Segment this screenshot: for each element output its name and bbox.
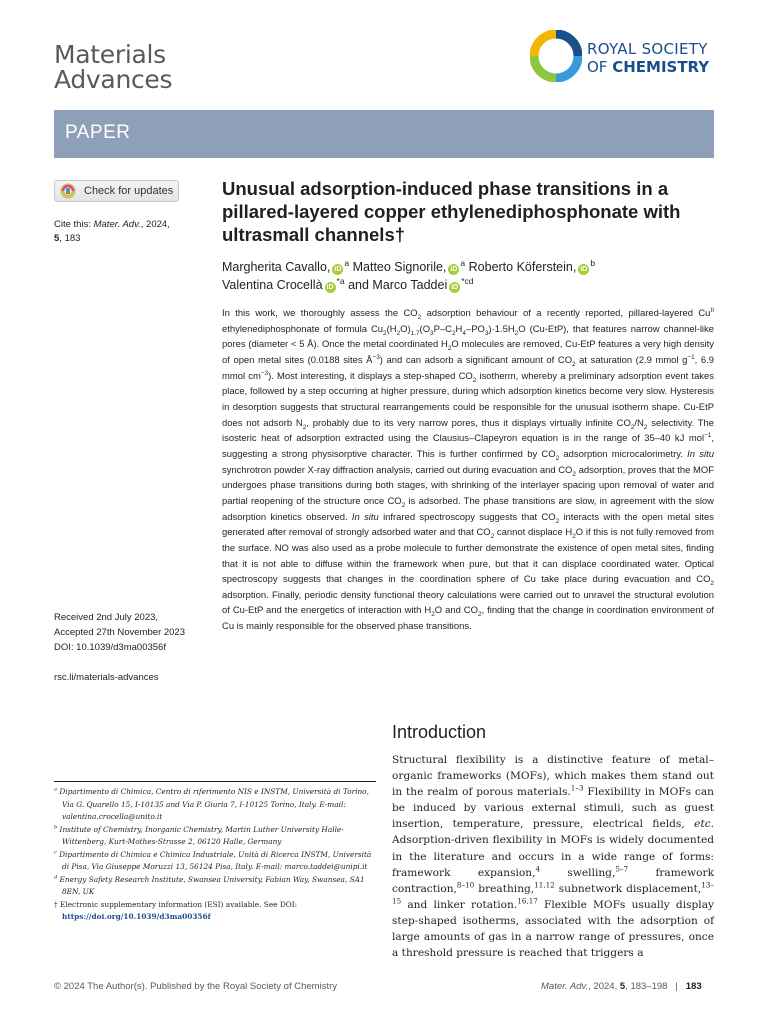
accepted-date: Accepted 27th November 2023 xyxy=(54,627,185,638)
author-name: Margherita Cavallo, xyxy=(222,260,331,274)
orcid-icon[interactable]: iD xyxy=(451,284,459,291)
check-updates-icon xyxy=(60,183,76,199)
footnote-divider xyxy=(54,781,376,782)
received-date: Received 2nd July 2023, xyxy=(54,612,159,623)
author-name: Marco Taddei xyxy=(372,278,448,292)
citation-journal: Mater. Adv. xyxy=(93,219,141,230)
footnote-esi: † Electronic supplementary information (ESI) available. See DOI: https://doi.org/10.1039/d3ma00356f xyxy=(54,899,298,921)
orcid-icon[interactable]: iD xyxy=(580,266,588,273)
footnote-affiliation-a: $^a$ Dipartimento di Chimica, Centro di riferimento NIS e INSTM, Università di Torino, Via G. Quarello 15, I-10135 and Via P. Giuria 7, I-10125 Torino, Italy. E-mail: valentina.crocella@unito.it xyxy=(54,786,369,821)
orcid-icon[interactable]: iD xyxy=(450,266,458,273)
author-name: Matteo Signorile, xyxy=(352,260,447,274)
introduction-body: Structural flexibility is a distinctive feature of metal–organic frameworks (MOFs), which makes them stand out in the realm of porous materials.$^{1-3}$ Flexibility in MOFs can be induced by various external stimuli, such as guest insertion, temperature, pressure, electrical fields, etc. Adsorption-driven flexibility in MOFs is widely documented in the literature and occurs in a wide range of forms: framework expansion,$^4$ swelling,$^{5-7}$ framework contraction,$^{8-10}$ breathing,$^{11,12}$ subnetwork displacement,$^{13-15}$ and linker rotation.$^{16,17}$ Flexible MOFs usually display step-shaped isotherms, associated with the adsorption of large amounts of gas in a narrow range of pressures, once a threshold pressure is reached that triggers a xyxy=(392,754,714,960)
rsc-ring-icon xyxy=(530,30,582,82)
journal-site-link[interactable]: rsc.li/materials-advances xyxy=(54,672,159,683)
copyright-notice: © 2024 The Author(s). Published by the Royal Society of Chemistry xyxy=(54,981,337,992)
section-heading-introduction: Introduction xyxy=(392,722,487,742)
author-list: Margherita Cavallo, $iD^a$ Matteo Signorile, $iD^a$ Roberto Köferstein, $iD^b$ Valentina Crocellà $iD^{*a}$ and Marco Taddei $iD^{*cd}$ xyxy=(222,257,596,292)
journal-name xyxy=(54,42,172,92)
citation-volume: 5 xyxy=(54,233,60,244)
author-name: Roberto Köferstein, xyxy=(468,260,577,274)
journal-name-line2: Advances xyxy=(54,65,173,94)
check-updates-label: Check for updates xyxy=(84,185,174,197)
footnote-affiliation-c: $^c$ Dipartimento di Chimica e Chimica Industriale, Unità di Ricerca INSTM, Università di Pisa, Via Giuseppe Moruzzi 13, 56124 Pisa, Italy. E-mail: marco.taddei@unipi.it xyxy=(54,849,372,871)
author-name: Valentina Crocellà xyxy=(222,278,323,292)
article-type-label: PAPER xyxy=(65,122,131,143)
page-footer-citation: Mater. Adv., 2024, 5, 183–198 | 183 xyxy=(541,981,702,992)
footnote-affiliation-d: $^d$ Energy Safety Research Institute, Swansea University, Fabian Way, Swansea, SA1 8EN, UK xyxy=(54,874,365,896)
article-type-banner xyxy=(54,110,714,158)
orcid-icon[interactable]: iD xyxy=(326,284,334,291)
footnotes xyxy=(54,786,376,924)
publisher-line2: OF CHEMISTRY xyxy=(587,58,710,76)
citation: Cite this: Mater. Adv., 2024, 5, 183 xyxy=(54,219,170,244)
footnote-affiliation-b: $^b$ Institute of Chemistry, Inorganic Chemistry, Martin Luther University Halle-Wittenberg, Kurt-Mothes-Strasse 2, 06120 Halle, Germany xyxy=(54,824,344,846)
orcid-icon[interactable]: iD xyxy=(334,266,342,273)
journal-name-line1: Materials xyxy=(54,40,166,69)
publisher-line1: ROYAL SOCIETY xyxy=(587,40,708,58)
check-for-updates-button[interactable] xyxy=(54,180,179,202)
article-dates xyxy=(54,610,185,640)
esi-doi-link[interactable]: https://doi.org/10.1039/d3ma00356f xyxy=(62,912,211,921)
rsc-logo[interactable] xyxy=(530,30,720,86)
abstract: In this work, we thoroughly assess the $CO_2$ adsorption behaviour of a recently reported, pillared-layered $Cu^{II}$ ethylenediphosphonate of formula $Cu_2(H_2O)_{1.7}(O_3P-C_2H_4-PO_3)\cdot 1.5H_2O$ (Cu-EtP), that features narrow channel-like pores (diameter < 5 Å). Once the metal coordinated $H_2O$ molecules are removed, Cu-EtP features a very high density of open metal sites (0.0188 sites $Å^{-3}$) and can adsorb a significant amount of $CO_2$ at saturation (2.9 mmol $g^{-1}$, 6.9 mmol $cm^{-3}$). Most interesting, it displays a step-shaped $CO_2$ isotherm, whereby a preliminary adsorption event takes place, followed by a step occurring at higher pressure, during which adsorption kinetics become very slow. Hysteresis in desorption suggests that structural rearrangements could be responsible for the unusual isotherm shape. Cu-EtP does not adsorb $N_2$, probably due to its very narrow pores, thus it displays virtually infinite $CO_2/N_2$ selectivity. The isosteric heat of adsorption extracted using the Clausius–Clapeyron equation is in the range of 35–40 kJ mol$^{-1}$, suggesting a strong physisorptive character. This is further confirmed by $CO_2$ adsorption microcalorimetry. In situ synchrotron powder X-ray diffraction analysis, carried out during evacuation and $CO_2$ adsorption, proves that the MOF undergoes phase transitions during both stages, with shrinking of the interlayer spacing upon removal of water and partial reopening of the structure once $CO_2$ is adsorbed. The phase transitions are slow, in agreement with the slow adsorption kinetics observed. In situ infrared spectroscopy suggests that $CO_2$ interacts with the open metal sites generated after removal of strongly adsorbed water and that $CO_2$ cannot displace $H_2O$ if this is not fully removed from the surface. NO was also used as a probe molecule to further demonstrate the existence of open metal sites, finding that it is not able to diffuse within the framework when pure, but that it can displace coordinated water. Optical spectroscopy suggests that changes in the coordination sphere of Cu take place during evacuation and $CO_2$ adsorption. Finally, periodic density functional theory calculations were carried out to unravel the structural evolution of Cu-EtP and the energetics of interaction with $H_2O$ and $CO_2$, finding that the change in coordination environment of Cu is mainly responsible for the observed phase transitions. xyxy=(222,306,715,633)
article-title: Unusual adsorption-induced phase transitions in a pillared-layered copper ethylenediphosphonate with ultrasmall channels† xyxy=(222,178,681,245)
page-number: 183 xyxy=(685,981,702,992)
doi[interactable]: DOI: 10.1039/d3ma00356f xyxy=(54,642,166,653)
